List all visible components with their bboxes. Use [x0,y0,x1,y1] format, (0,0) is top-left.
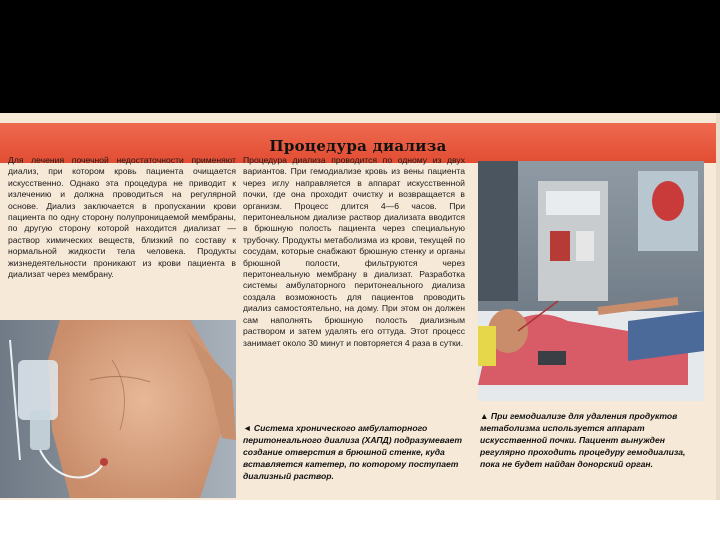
article-title: Процедура диализа [269,137,447,155]
caption-capd: ◄ Система хронического амбулаторного перитонеального диализа (ХАПД) подразумевает создание отверстия в брюшной стенке, куда вставляется катетер, по которому поступает диализный раствор. [243,423,463,481]
capd-patient-photo [0,320,236,498]
scanned-article [0,113,720,500]
caption-hemodialysis: ▲ При гемодиализе для удаления продуктов метаболизма используется аппарат искусственной почки. Пациент вынужден регулярно проходить процедуру гемодиализа, пока не будет найдан донорский орган. [480,411,686,469]
scan-edge [716,113,720,500]
article-column-1: Для лечения почечной недостаточности применяют диализ, при котором кровь пациента очищается искусственно. Однако эта процедура не приводит к излечению и должна проводиться на регулярной основе. Диализ заключается в пропускании крови пациента по одну сторону полупроницаемой мембраны, по другую сторону которой находится диализат — раствор химических веществ, близкий по составу к нормальной жидкости тела человека. Продукты жизнедеятельности проникают из крови пациента в диализат через мембрану. [8,155,236,280]
article-column-2: Процедура диализа проводится по одному из двух вариантов. При гемодиализе кровь из вены пациента через иглу направляется в аппарат искусственной почки, где она проходит очистку и возвращается в организм. Процесс длится 4—6 часов. При перитонеальном диализе раствор диализата вводится в брюшную полость пациента через специальную трубочку. Продукты метаболизма из крови, текущей по сосудам, которые снабжают брюшную стенку и органы брюшной полости, фильтруются через перитонеальную мембрану в диализат. Разработка системы амбулаторного перитонеального диализа создала возможность для пациентов проводить диализ самостоятельно, на дому. При этом он должен сам наполнять брюшную полость диализным раствором и затем удалять его оттуда. Этот процесс занимает около 30 минут и повторяется 4 раза в сутки. [243,155,465,348]
black-header-band [0,0,720,113]
hemodialysis-photo [478,161,704,401]
